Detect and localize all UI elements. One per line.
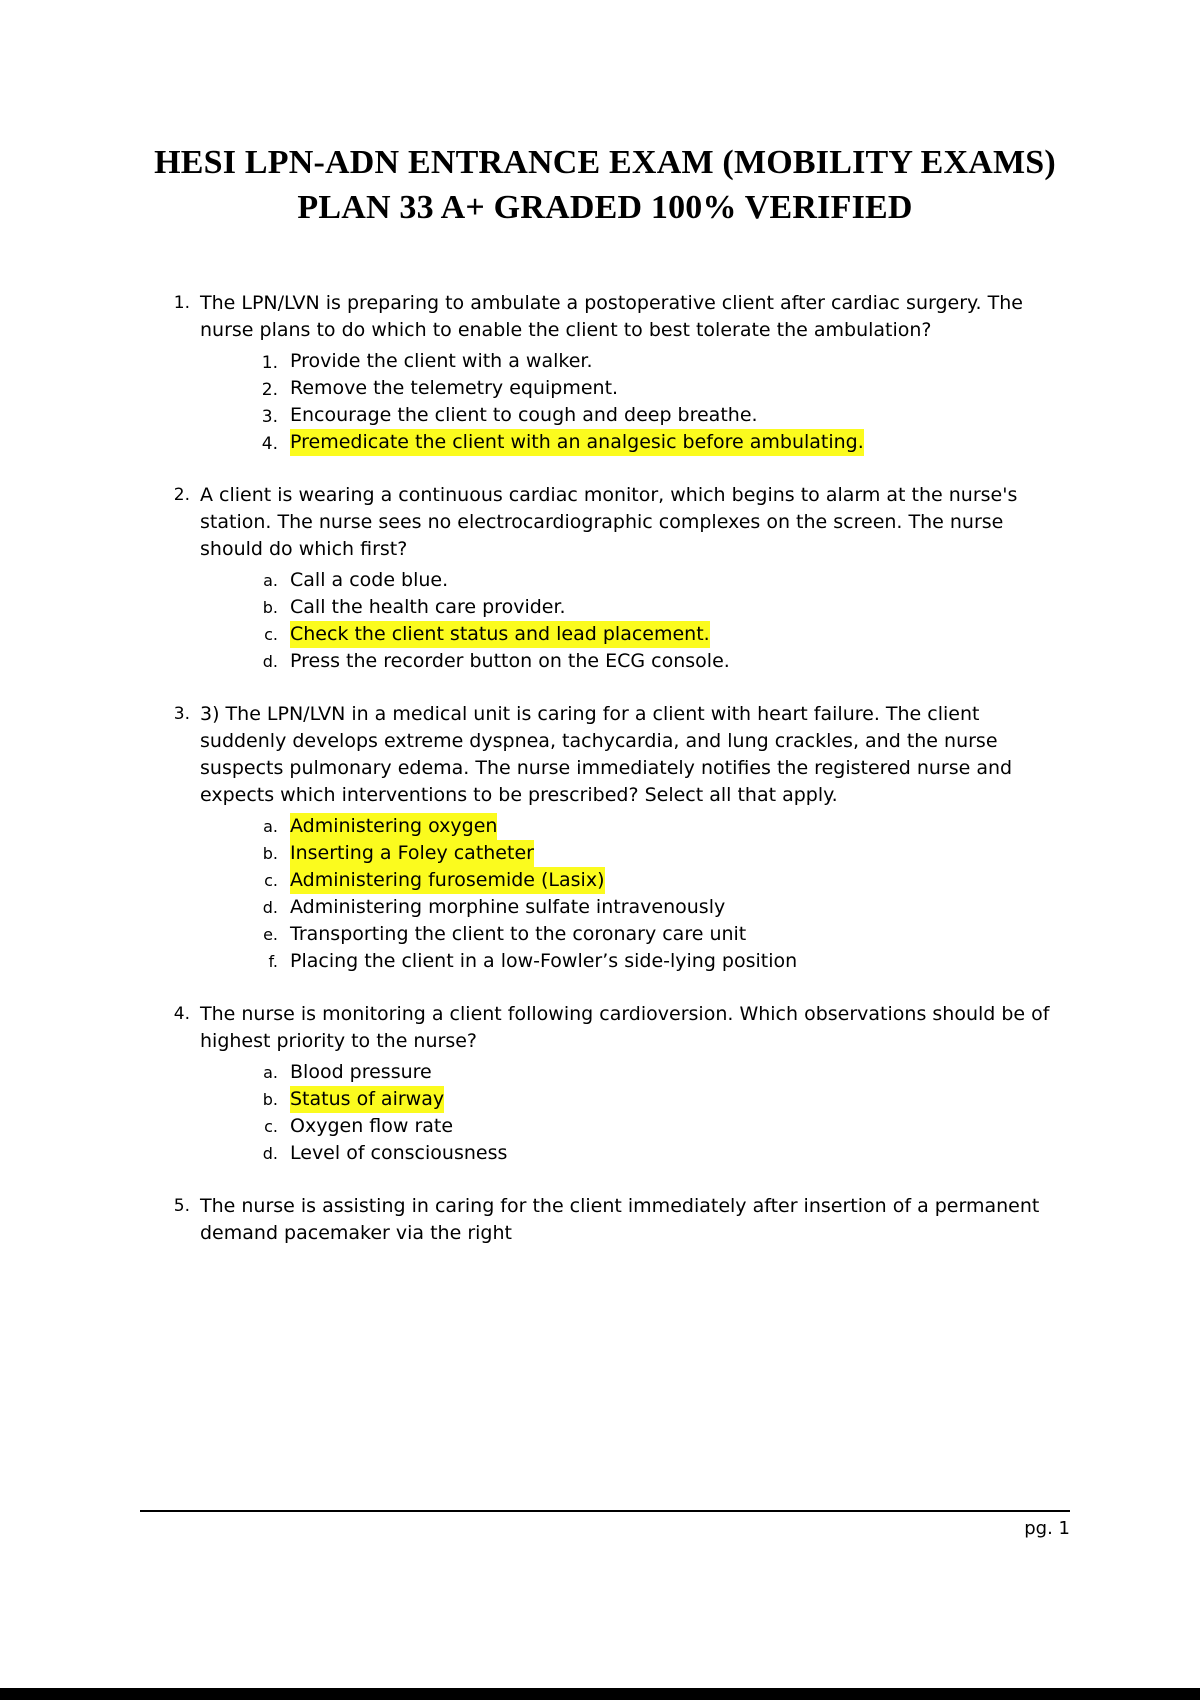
question-body	[200, 701, 1050, 975]
option-label: b.	[262, 1089, 278, 1109]
option-item[interactable]	[248, 894, 1050, 921]
question-item	[150, 482, 1050, 675]
option-label: 4.	[261, 434, 278, 455]
question-item	[150, 290, 1050, 456]
question-text: 3) The LPN/LVN in a medical unit is caring for a client with heart failure. The client suddenly develops extreme dyspnea, tachycardia, and lung crackles, and the nurse suspects pulmonary edema. The nurse immediately notifies the registered nurse and expects which interventions to be prescribed? Select all that apply.	[200, 703, 1013, 807]
option-text: Remove the telemetry equipment.	[290, 377, 619, 400]
option-label: f.	[268, 951, 278, 971]
option-label: d.	[262, 898, 278, 917]
question-number: 3.	[173, 704, 190, 725]
option-list	[200, 813, 1050, 975]
option-label: a.	[263, 1062, 278, 1082]
page-number: pg. 1	[1024, 1518, 1070, 1539]
option-text-highlighted: Premedicate the client with an analgesic before ambulating.	[290, 429, 864, 456]
option-text: Placing the client in a low-Fowler’s side-lying position	[290, 949, 798, 972]
option-item[interactable]	[248, 648, 1050, 675]
option-item[interactable]	[248, 594, 1050, 621]
question-item	[150, 701, 1050, 975]
question-item	[150, 1193, 1050, 1247]
option-text: Provide the client with a walker.	[290, 349, 593, 372]
option-label: e.	[263, 924, 278, 944]
question-number: 2.	[173, 485, 190, 506]
option-label: b.	[262, 598, 278, 618]
option-label: a.	[263, 817, 278, 837]
question-body	[200, 482, 1050, 675]
question-item	[150, 1001, 1050, 1167]
option-list	[200, 1059, 1050, 1167]
question-number: 5.	[173, 1195, 190, 1216]
page-top-artifact	[140, 128, 560, 134]
option-label: c.	[264, 625, 278, 645]
option-item[interactable]	[248, 948, 1050, 975]
option-label: d.	[262, 652, 278, 672]
question-body	[200, 1001, 1050, 1167]
option-text: Level of consciousness	[290, 1141, 508, 1164]
option-text: Press the recorder button on the ECG console.	[290, 650, 730, 673]
option-text-highlighted: Administering furosemide (Lasix)	[290, 867, 605, 894]
page-title: HESI LPN-ADN ENTRANCE EXAM (MOBILITY EXAMS) PLAN 33 A+ GRADED 100% VERIFIED	[154, 144, 1056, 227]
option-item[interactable]	[248, 867, 1050, 894]
option-label: 3.	[261, 407, 278, 428]
option-item[interactable]	[248, 840, 1050, 867]
page-bottom-bar	[0, 1688, 1200, 1700]
option-label: c.	[264, 871, 278, 891]
option-text: Oxygen flow rate	[290, 1114, 454, 1137]
option-item[interactable]	[248, 429, 1050, 456]
option-text-highlighted: Check the client status and lead placement.	[290, 621, 710, 648]
question-text: The nurse is monitoring a client following cardioversion. Which observations should be of highest priority to the nurse?	[200, 1002, 1050, 1052]
option-text: Call a code blue.	[290, 569, 449, 592]
option-label: 1.	[261, 352, 278, 373]
option-text-highlighted: Status of airway	[290, 1086, 444, 1113]
question-number: 4.	[173, 1003, 190, 1024]
option-item[interactable]	[248, 1086, 1050, 1113]
footer-divider	[140, 1510, 1070, 1512]
option-text: Encourage the client to cough and deep breathe.	[290, 404, 758, 427]
option-label: d.	[262, 1143, 278, 1163]
option-label: 2.	[261, 380, 278, 401]
option-label: a.	[263, 571, 278, 591]
option-list	[200, 348, 1050, 457]
option-item[interactable]	[248, 1059, 1050, 1086]
option-label: c.	[264, 1116, 278, 1136]
option-text-highlighted: Inserting a Foley catheter	[290, 840, 534, 867]
option-item[interactable]	[248, 921, 1050, 948]
question-list	[150, 290, 1050, 1273]
option-text: Transporting the client to the coronary care unit	[290, 922, 747, 945]
option-text-highlighted: Administering oxygen	[290, 813, 497, 840]
question-body	[200, 1193, 1050, 1247]
question-body	[200, 290, 1050, 456]
option-item[interactable]	[248, 1113, 1050, 1140]
question-number: 1.	[173, 293, 190, 313]
option-text: Call the health care provider.	[290, 596, 566, 619]
question-text: The LPN/LVN is preparing to ambulate a postoperative client after cardiac surgery. The nurse plans to do which to enable the client to best tolerate the ambulation?	[200, 292, 1023, 341]
option-item[interactable]	[248, 621, 1050, 648]
option-item[interactable]	[248, 402, 1050, 429]
question-text: The nurse is assisting in caring for the client immediately after insertion of a permanent demand pacemaker via the right	[200, 1194, 1040, 1244]
option-item[interactable]	[248, 567, 1050, 594]
option-text: Administering morphine sulfate intravenously	[290, 896, 726, 918]
option-item[interactable]	[248, 348, 1050, 375]
option-list	[200, 567, 1050, 675]
option-item[interactable]	[248, 375, 1050, 402]
question-text: A client is wearing a continuous cardiac monitor, which begins to alarm at the nurse's station. The nurse sees no electrocardiographic complexes on the screen. The nurse should do which first?	[200, 484, 1018, 561]
option-item[interactable]	[248, 1140, 1050, 1167]
option-text: Blood pressure	[290, 1060, 432, 1083]
option-item[interactable]	[248, 813, 1050, 840]
option-label: b.	[262, 844, 278, 864]
